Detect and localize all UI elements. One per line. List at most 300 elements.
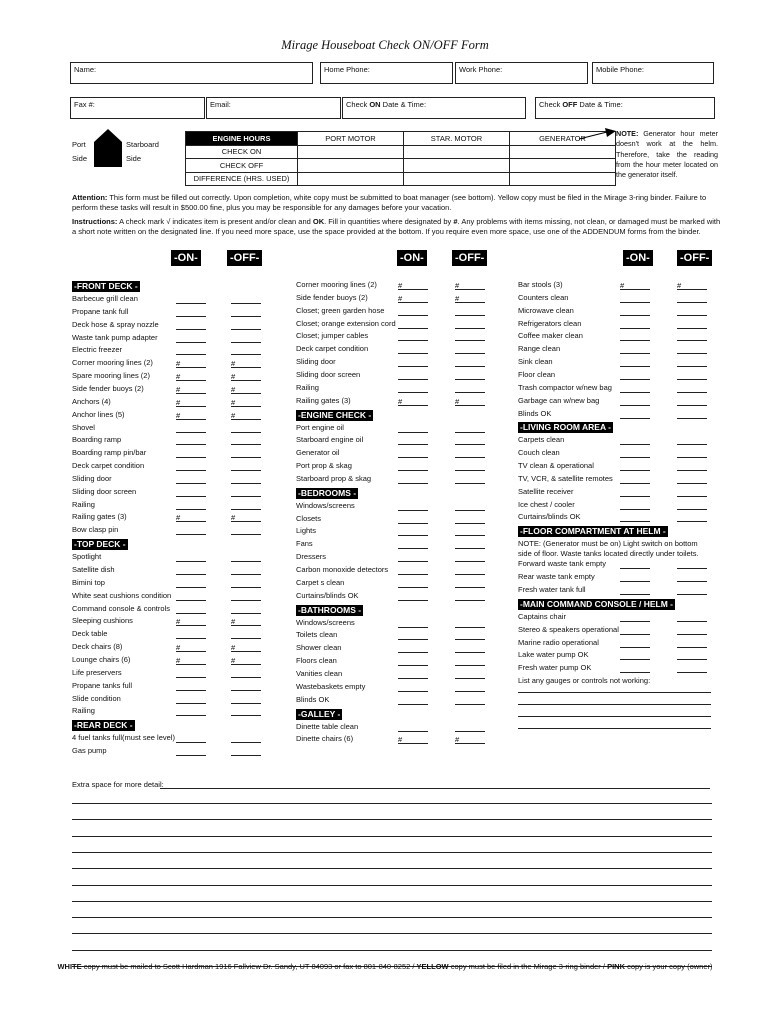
quantity-hash: # xyxy=(231,397,236,407)
checklist-on-blank[interactable] xyxy=(398,281,428,290)
extra-detail-line[interactable] xyxy=(72,885,712,886)
checklist-on-blank[interactable] xyxy=(176,372,206,381)
check-on-row-label: CHECK ON xyxy=(186,145,298,159)
quantity-hash: # xyxy=(231,384,236,394)
gen-off-cell[interactable] xyxy=(510,159,616,173)
checklist-on-blank[interactable] xyxy=(176,295,206,304)
gauges-line[interactable] xyxy=(518,704,711,705)
checklist-on-blank[interactable] xyxy=(620,410,650,419)
checklist-off-blank[interactable] xyxy=(455,723,485,732)
extra-detail-line[interactable] xyxy=(72,868,712,869)
checklist-off-blank[interactable] xyxy=(455,358,485,367)
gauges-line[interactable] xyxy=(518,692,711,693)
on-header-col2: -ON- xyxy=(397,250,427,266)
extra-space-label: Extra space for more detail: xyxy=(72,780,164,789)
checklist-on-blank[interactable] xyxy=(620,501,650,510)
checklist-on-blank[interactable] xyxy=(398,644,428,653)
checklist-item: Railing xyxy=(72,706,95,716)
checklist-off-blank[interactable] xyxy=(455,397,485,406)
checklist-item: Carbon monoxide detectors xyxy=(296,565,389,574)
quantity-hash: # xyxy=(176,643,181,653)
checklist-off-blank[interactable] xyxy=(677,475,707,484)
checklist-item: Spare mooring lines (2) xyxy=(72,371,150,381)
fax-label: Fax #: xyxy=(74,100,95,109)
checklist-item: Curtains/blinds OK xyxy=(296,590,359,600)
quantity-hash: # xyxy=(231,617,236,627)
checklist-item: Coffee maker clean xyxy=(518,331,583,341)
checklist-on-blank[interactable] xyxy=(398,515,428,524)
quantity-hash: # xyxy=(231,372,236,382)
checklist-off-blank[interactable] xyxy=(677,626,707,635)
starboard-side-label: Side xyxy=(126,154,142,163)
checklist-on-blank[interactable] xyxy=(176,424,206,433)
checklist-off-blank[interactable] xyxy=(231,513,261,522)
checklist-off-blank[interactable] xyxy=(455,696,485,705)
checklist-off-blank[interactable] xyxy=(455,294,485,303)
checklist-off-blank[interactable] xyxy=(231,372,261,381)
checklist-on-blank[interactable] xyxy=(398,358,428,367)
checklist-on-blank[interactable] xyxy=(398,723,428,732)
checklist-on-blank[interactable] xyxy=(176,308,206,317)
port-on-cell[interactable] xyxy=(298,145,404,159)
checklist-item: Refrigerators clean xyxy=(518,318,582,328)
checklist-off-blank[interactable] xyxy=(231,436,261,445)
extra-detail-line[interactable] xyxy=(72,917,712,918)
checklist-item: Railing gates (3) xyxy=(296,395,351,405)
checklist-on-blank[interactable] xyxy=(620,307,650,316)
checklist-off-blank[interactable] xyxy=(677,664,707,673)
checklist-off-blank[interactable] xyxy=(231,669,261,678)
checklist-off-blank[interactable] xyxy=(455,502,485,511)
quantity-hash: # xyxy=(176,513,181,523)
checklist-on-blank[interactable] xyxy=(620,639,650,648)
instructions-t2: . Fill in quantities where designated by xyxy=(324,217,454,226)
email-label: Email: xyxy=(210,100,231,109)
checklist-on-blank[interactable] xyxy=(176,436,206,445)
checklist-off-blank[interactable] xyxy=(231,695,261,704)
attention-bold: Attention: xyxy=(72,193,108,202)
checklist-on-blank[interactable] xyxy=(176,462,206,471)
checklist-on-blank[interactable] xyxy=(176,707,206,716)
section-header: -TOP DECK - xyxy=(74,539,126,550)
checklist-off-blank[interactable] xyxy=(455,553,485,562)
checklist-on-blank[interactable] xyxy=(176,449,206,458)
checklist-on-blank[interactable] xyxy=(176,553,206,562)
checklist-item: Electric freezer xyxy=(72,345,123,355)
checklist-on-blank[interactable] xyxy=(176,566,206,575)
checklist-off-blank[interactable] xyxy=(231,553,261,562)
home-phone-field[interactable] xyxy=(320,62,453,84)
checklist-item: Propane tanks full xyxy=(72,680,133,690)
checklist-off-blank[interactable] xyxy=(231,656,261,665)
checklist-off-blank[interactable] xyxy=(231,475,261,484)
section-header: -GALLEY - xyxy=(298,708,341,719)
section-header: -REAR DECK - xyxy=(74,720,133,731)
checklist-off-blank[interactable] xyxy=(455,281,485,290)
checklist-on-blank[interactable] xyxy=(176,656,206,665)
checklist-on-blank[interactable] xyxy=(398,332,428,341)
checklist-on-blank[interactable] xyxy=(176,747,206,756)
footer-t1: copy must be mailed to Scott Hardman 1916 Fallview Dr. Sandy, UT 84093 or fax to 801-840-8252 / xyxy=(81,962,417,971)
checklist-off-blank[interactable] xyxy=(455,449,485,458)
checklist-item: Satellite receiver xyxy=(518,486,574,496)
checklist-off-blank[interactable] xyxy=(231,462,261,471)
checklist-off-blank[interactable] xyxy=(455,644,485,653)
quantity-hash: # xyxy=(455,293,460,303)
checklist-on-blank[interactable] xyxy=(620,281,650,290)
checklist-off-blank[interactable] xyxy=(455,683,485,692)
star-on-cell[interactable] xyxy=(404,145,510,159)
checklist-on-blank[interactable] xyxy=(620,449,650,458)
checklist-off-blank[interactable] xyxy=(677,410,707,419)
checklist-on-blank[interactable] xyxy=(398,384,428,393)
checklist-off-blank[interactable] xyxy=(231,707,261,716)
checklist-off-blank[interactable] xyxy=(455,384,485,393)
checklist-off-blank[interactable] xyxy=(231,501,261,510)
checklist-off-blank[interactable] xyxy=(231,579,261,588)
checklist-on-blank[interactable] xyxy=(398,553,428,562)
checklist-item: Blinds OK xyxy=(518,408,552,418)
work-phone-field[interactable] xyxy=(455,62,588,84)
checklist-on-blank[interactable] xyxy=(176,488,206,497)
checklist-off-blank[interactable] xyxy=(455,371,485,380)
checklist-on-blank[interactable] xyxy=(398,696,428,705)
checklist-on-blank[interactable] xyxy=(620,560,650,569)
quantity-hash: # xyxy=(176,410,181,420)
checklist-item: Life preservers xyxy=(72,667,122,677)
checklist-off-blank[interactable] xyxy=(677,320,707,329)
checklist-on-blank[interactable] xyxy=(176,385,206,394)
checklist-item: Slide condition xyxy=(72,693,121,703)
checklist-off-blank[interactable] xyxy=(455,540,485,549)
checklist-off-blank[interactable] xyxy=(231,359,261,368)
checklist-off-blank[interactable] xyxy=(231,566,261,575)
checklist-on-blank[interactable] xyxy=(620,586,650,595)
checklist-item: Trash compactor w/new bag xyxy=(518,382,612,392)
checklist-off-blank[interactable] xyxy=(677,462,707,471)
checklist-on-blank[interactable] xyxy=(398,475,428,484)
instructions-bold: Instructions: xyxy=(72,217,118,226)
star-diff-cell[interactable] xyxy=(404,172,510,186)
checklist-on-blank[interactable] xyxy=(176,321,206,330)
checklist-off-blank[interactable] xyxy=(455,332,485,341)
checklist-item: Deck table xyxy=(72,629,108,639)
checklist-on-blank[interactable] xyxy=(176,579,206,588)
extra-line-first[interactable] xyxy=(160,781,710,789)
checklist-on-blank[interactable] xyxy=(176,592,206,601)
checklist-on-blank[interactable] xyxy=(176,334,206,343)
checklist-item: Sink clean xyxy=(518,357,553,367)
note-text: Generator hour meter doesn't work at the helm. Therefore, take the reading from the hour meter located on the generator itself. xyxy=(616,129,718,180)
checklist-on-blank[interactable] xyxy=(398,320,428,329)
checklist-on-blank[interactable] xyxy=(176,682,206,691)
starboard-label: Starboard xyxy=(126,140,159,149)
checklist-item: Blinds OK xyxy=(296,694,330,704)
checklist-off-blank[interactable] xyxy=(677,488,707,497)
checklist-off-blank[interactable] xyxy=(455,515,485,524)
quantity-hash: # xyxy=(176,655,181,665)
off-header-col3: -OFF- xyxy=(677,250,712,266)
checklist-item: Marine radio operational xyxy=(518,637,599,647)
checklist-off-blank[interactable] xyxy=(455,345,485,354)
checklist-off-blank[interactable] xyxy=(231,488,261,497)
checklist-on-blank[interactable] xyxy=(176,526,206,535)
checklist-off-blank[interactable] xyxy=(677,307,707,316)
checklist-off-blank[interactable] xyxy=(231,682,261,691)
checklist-on-blank[interactable] xyxy=(176,501,206,510)
checklist-on-blank[interactable] xyxy=(176,359,206,368)
checklist-item: Counters clean xyxy=(518,292,569,302)
checklist-on-blank[interactable] xyxy=(620,345,650,354)
checklist-on-blank[interactable] xyxy=(398,683,428,692)
checklist-on-blank[interactable] xyxy=(176,411,206,420)
checklist-on-blank[interactable] xyxy=(398,294,428,303)
name-field[interactable] xyxy=(70,62,313,84)
fax-field[interactable] xyxy=(70,97,205,119)
checklist-off-blank[interactable] xyxy=(677,449,707,458)
checklist-on-blank[interactable] xyxy=(176,734,206,743)
checklist-item: Range clean xyxy=(518,344,561,354)
checklist-off-blank[interactable] xyxy=(455,735,485,744)
checklist-off-blank[interactable] xyxy=(231,398,261,407)
checklist-off-blank[interactable] xyxy=(231,643,261,652)
checklist-off-blank[interactable] xyxy=(455,670,485,679)
extra-detail-line[interactable] xyxy=(72,836,712,837)
checklist-off-blank[interactable] xyxy=(677,513,707,522)
checklist-off-blank[interactable] xyxy=(677,436,707,445)
checklist-on-blank[interactable] xyxy=(620,332,650,341)
checklist-off-blank[interactable] xyxy=(455,436,485,445)
gen-diff-cell[interactable] xyxy=(510,172,616,186)
section-header: -BATHROOMS - xyxy=(298,604,362,615)
checklist-off-blank[interactable] xyxy=(455,592,485,601)
checklist-item: Satellite dish xyxy=(72,565,115,574)
checklist-off-blank[interactable] xyxy=(455,579,485,588)
checklist-off-blank[interactable] xyxy=(231,747,261,756)
checklist-item: TV, VCR, & satellite remotes xyxy=(518,473,613,483)
checklist-on-blank[interactable] xyxy=(398,436,428,445)
checklist-off-blank[interactable] xyxy=(677,560,707,569)
checklist-on-blank[interactable] xyxy=(620,651,650,660)
checklist-off-blank[interactable] xyxy=(231,734,261,743)
home-phone-label: Home Phone: xyxy=(324,65,370,74)
checklist-off-blank[interactable] xyxy=(455,475,485,484)
checklist-off-blank[interactable] xyxy=(231,449,261,458)
checklist-off-blank[interactable] xyxy=(455,619,485,628)
checklist-item: Sliding door xyxy=(72,473,112,483)
instructions-ok: OK xyxy=(312,217,325,226)
checklist-off-blank[interactable] xyxy=(677,358,707,367)
checklist-off-blank[interactable] xyxy=(231,592,261,601)
checklist-off-blank[interactable] xyxy=(677,613,707,622)
checklist-off-blank[interactable] xyxy=(677,332,707,341)
checklist-item: Closet; jumper cables xyxy=(296,331,369,341)
port-off-cell[interactable] xyxy=(298,159,404,173)
checklist-on-blank[interactable] xyxy=(398,502,428,511)
checklist-on-blank[interactable] xyxy=(620,462,650,471)
gauges-line[interactable] xyxy=(518,728,711,729)
checklist-item: Closet; orange extension cord xyxy=(296,318,396,328)
checklist-item: Corner mooring lines (2) xyxy=(72,358,153,368)
checklist-off-blank[interactable] xyxy=(455,527,485,536)
section-header: -BEDROOMS - xyxy=(298,487,357,498)
checklist-on-blank[interactable] xyxy=(620,626,650,635)
extra-detail-line[interactable] xyxy=(72,852,712,853)
checklist-on-blank[interactable] xyxy=(620,436,650,445)
checklist-item: Dressers xyxy=(296,552,327,562)
checklist-on-blank[interactable] xyxy=(398,462,428,471)
footer-instructions xyxy=(0,962,770,971)
checklist-on-blank[interactable] xyxy=(398,397,428,406)
checklist-on-blank[interactable] xyxy=(398,631,428,640)
checklist-on-blank[interactable] xyxy=(620,320,650,329)
checklist-item: Propane tank full xyxy=(72,306,129,316)
checklist-on-blank[interactable] xyxy=(398,449,428,458)
check-on-datetime-field[interactable] xyxy=(342,97,526,119)
checklist-off-blank[interactable] xyxy=(455,566,485,575)
checklist-off-blank[interactable] xyxy=(231,617,261,626)
port-diff-cell[interactable] xyxy=(298,172,404,186)
checklist-on-blank[interactable] xyxy=(620,294,650,303)
checklist-on-blank[interactable] xyxy=(398,735,428,744)
checklist-off-blank[interactable] xyxy=(231,526,261,535)
checklist-off-blank[interactable] xyxy=(455,462,485,471)
extra-detail-line[interactable] xyxy=(72,901,712,902)
checklist-off-blank[interactable] xyxy=(231,411,261,420)
checklist-off-blank[interactable] xyxy=(677,371,707,380)
checklist-item: Dinette chairs (6) xyxy=(296,734,354,744)
extra-detail-line[interactable] xyxy=(72,950,712,951)
checklist-item: Railing xyxy=(72,499,95,509)
attention-paragraph xyxy=(72,193,722,213)
checklist-on-blank[interactable] xyxy=(176,605,206,614)
checklist-on-blank[interactable] xyxy=(620,371,650,380)
checklist-off-blank[interactable] xyxy=(455,320,485,329)
checklist-off-blank[interactable] xyxy=(231,630,261,639)
checklist-on-blank[interactable] xyxy=(620,513,650,522)
checklist-off-blank[interactable] xyxy=(455,657,485,666)
star-off-cell[interactable] xyxy=(404,159,510,173)
checklist-off-blank[interactable] xyxy=(231,308,261,317)
checklist-item: Windows/screens xyxy=(296,500,355,510)
gauges-line[interactable] xyxy=(518,716,711,717)
checklist-item: Closets xyxy=(296,513,322,523)
checklist-on-blank[interactable] xyxy=(620,358,650,367)
checklist-on-blank[interactable] xyxy=(620,664,650,673)
generator-header: GENERATOR xyxy=(510,132,616,146)
check-off-bold: OFF xyxy=(562,100,578,109)
checklist-on-blank[interactable] xyxy=(176,475,206,484)
checklist-on-blank[interactable] xyxy=(398,566,428,575)
checklist-on-blank[interactable] xyxy=(398,307,428,316)
checklist-on-blank[interactable] xyxy=(176,346,206,355)
checklist-item: Couch clean xyxy=(518,448,560,458)
checklist-on-blank[interactable] xyxy=(176,643,206,652)
checklist-on-blank[interactable] xyxy=(398,657,428,666)
checklist-on-blank[interactable] xyxy=(176,695,206,704)
checklist-on-blank[interactable] xyxy=(620,488,650,497)
note-bold: NOTE: xyxy=(616,129,639,138)
mobile-phone-field[interactable] xyxy=(592,62,714,84)
checklist-on-blank[interactable] xyxy=(620,475,650,484)
checklist-item: TV clean & operational xyxy=(518,461,594,471)
check-on-bold: ON xyxy=(369,100,381,109)
checklist-on-blank[interactable] xyxy=(176,669,206,678)
checklist-off-blank[interactable] xyxy=(231,424,261,433)
instructions-paragraph xyxy=(72,217,722,237)
checklist-off-blank[interactable] xyxy=(677,501,707,510)
checklist-item: Anchor lines (5) xyxy=(72,409,125,419)
checklist-on-blank[interactable] xyxy=(398,345,428,354)
extra-detail-line[interactable] xyxy=(72,803,712,804)
checklist-off-blank[interactable] xyxy=(231,346,261,355)
checklist-on-blank[interactable] xyxy=(620,613,650,622)
checklist-item: Boarding ramp pin/bar xyxy=(72,448,147,458)
checklist-item: Sliding door screen xyxy=(72,486,137,496)
checklist-on-blank[interactable] xyxy=(398,579,428,588)
checklist-off-blank[interactable] xyxy=(231,385,261,394)
gen-on-cell[interactable] xyxy=(510,145,616,159)
checklist-on-blank[interactable] xyxy=(176,630,206,639)
checklist-on-blank[interactable] xyxy=(176,513,206,522)
checklist-on-blank[interactable] xyxy=(398,371,428,380)
checklist-on-blank[interactable] xyxy=(398,592,428,601)
checklist-on-blank[interactable] xyxy=(398,540,428,549)
extra-detail-line[interactable] xyxy=(72,933,712,934)
checklist-off-blank[interactable] xyxy=(231,605,261,614)
checklist-off-blank[interactable] xyxy=(677,294,707,303)
checklist-off-blank[interactable] xyxy=(455,631,485,640)
checklist-off-blank[interactable] xyxy=(231,334,261,343)
checklist-item: Side fender buoys (2) xyxy=(72,383,144,393)
star-motor-header: STAR. MOTOR xyxy=(404,132,510,146)
checklist-item: 4 fuel tanks full(must see level) xyxy=(72,733,175,743)
checklist-on-blank[interactable] xyxy=(398,424,428,433)
checklist-item: Sleeping cushions xyxy=(72,616,133,626)
checklist-off-blank[interactable] xyxy=(677,397,707,406)
checklist-off-blank[interactable] xyxy=(677,384,707,393)
instructions-t1: A check mark √ indicates item is present and/or clean and xyxy=(117,217,313,226)
checklist-on-blank[interactable] xyxy=(620,573,650,582)
email-field[interactable] xyxy=(206,97,341,119)
checklist-on-blank[interactable] xyxy=(398,619,428,628)
checklist-off-blank[interactable] xyxy=(677,586,707,595)
checklist-off-blank[interactable] xyxy=(677,345,707,354)
quantity-hash: # xyxy=(620,281,625,290)
checklist-item: Wastebaskets empty xyxy=(296,681,366,691)
checklist-on-blank[interactable] xyxy=(620,397,650,406)
quantity-hash: # xyxy=(231,359,236,369)
checklist-off-blank[interactable] xyxy=(455,424,485,433)
checklist-on-blank[interactable] xyxy=(398,527,428,536)
checklist-off-blank[interactable] xyxy=(677,651,707,660)
quantity-hash: # xyxy=(176,372,181,382)
checklist-on-blank[interactable] xyxy=(176,617,206,626)
checklist-on-blank[interactable] xyxy=(620,384,650,393)
checklist-off-blank[interactable] xyxy=(231,295,261,304)
checklist-off-blank[interactable] xyxy=(231,321,261,330)
checklist-off-blank[interactable] xyxy=(677,573,707,582)
gauges-label: List any gauges or controls not working: xyxy=(518,676,651,686)
checklist-on-blank[interactable] xyxy=(398,670,428,679)
extra-detail-line[interactable] xyxy=(72,819,712,820)
checklist-off-blank[interactable] xyxy=(677,639,707,648)
check-off-datetime-field[interactable] xyxy=(535,97,715,119)
checklist-on-blank[interactable] xyxy=(176,398,206,407)
checklist-off-blank[interactable] xyxy=(455,307,485,316)
checklist-off-blank[interactable] xyxy=(677,281,707,290)
boat-bow-arrow-icon xyxy=(93,128,123,168)
